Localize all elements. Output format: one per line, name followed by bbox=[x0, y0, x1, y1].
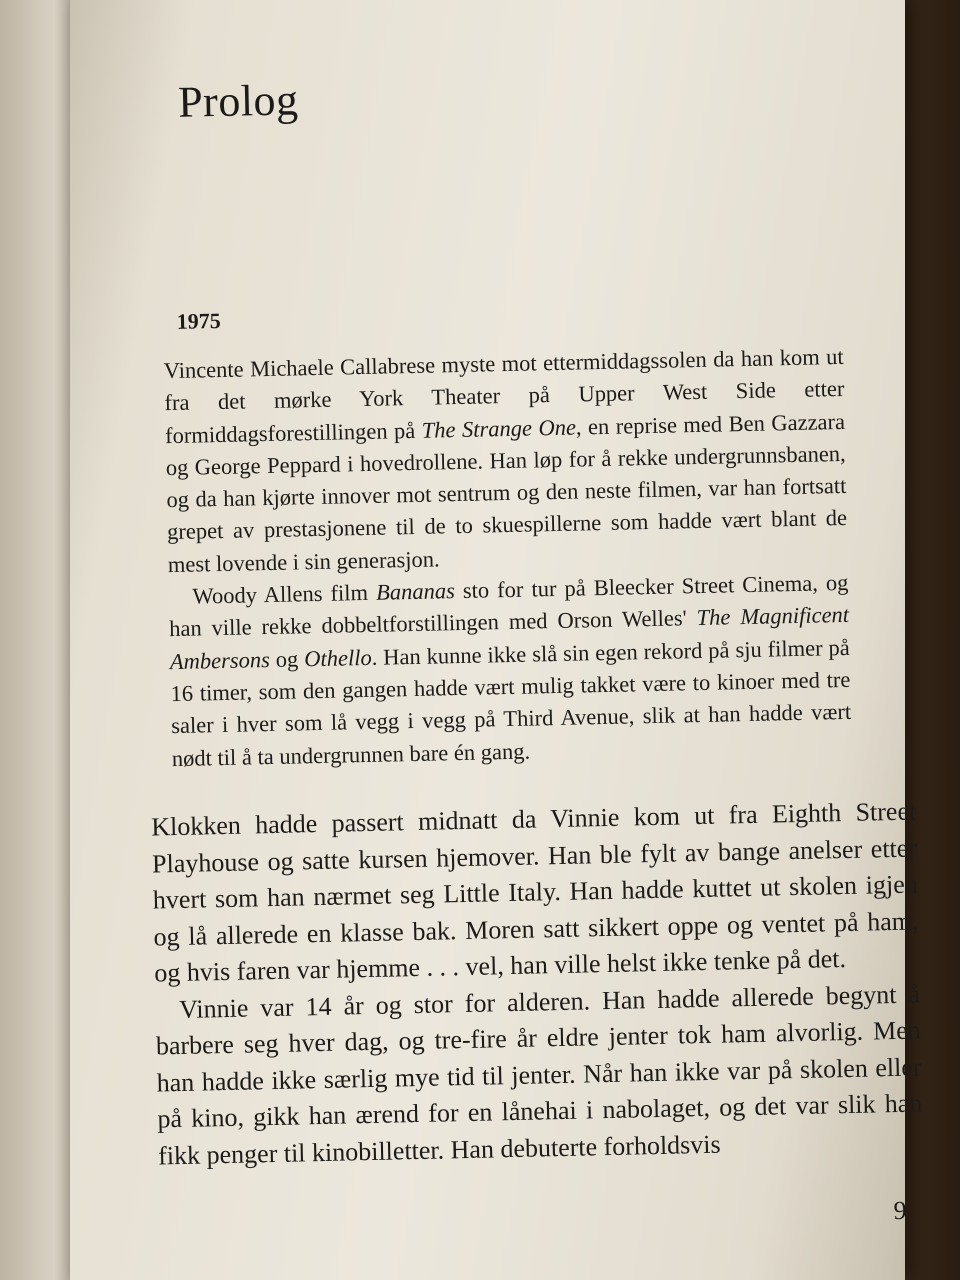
text-run: Vincente Michaele Callabrese myste mot ettermiddagssolen da han kom ut fra det mørke York Theater på Upper West Side etter formiddagsforestillingen på bbox=[163, 343, 845, 448]
chapter-title: Prolog bbox=[177, 75, 300, 127]
year-heading: 1975 bbox=[176, 307, 221, 334]
text-run: sto for tur på Bleecker Street Cinema, og han ville rekke dobbeltforstillingen med Orson Welles' bbox=[168, 569, 849, 642]
text-run: . Han kunne ikke slå sin egen rekord på sju filmer på 16 timer, som den gangen hadde vært mulig takket være to kinoer med tre saler i hver som lå vegg i vegg på Third Avenue, slik at han hadde vært nødt til å ta undergrunnen bare én gang. bbox=[170, 634, 852, 771]
film-title: The Magnificent Ambersons bbox=[169, 602, 850, 674]
section-1 bbox=[163, 341, 852, 775]
text-run: og bbox=[269, 645, 305, 672]
paragraph: Klokken hadde passert midnatt da Vinnie kom ut fra Eighth Street Playhouse og satte kursen hjemover. Han ble fylt av bange anelser etter hvert som han nærmet seg Little Italy. Han hadde kuttet ut skolen igjen og lå allerede en klasse bak. Moren satt sikkert oppe og ventet på ham, og hvis faren var hjemme . . . vel, han ville helst ikke tenke på det. bbox=[151, 796, 919, 988]
film-title: Bananas bbox=[375, 578, 456, 605]
page-number: 9 bbox=[893, 1195, 907, 1226]
paragraph bbox=[163, 341, 848, 581]
text-run: Woody Allens film bbox=[192, 579, 377, 609]
paragraph bbox=[168, 567, 852, 775]
section-2 bbox=[151, 794, 923, 1175]
paragraph: Vinnie var 14 år og stor for alderen. Han hadde allerede begynt å barbere seg hver dag, og tre-fire år eldre jenter tok ham alvorlig. Men han hadde ikke særlig mye tid til jenter. Når han ikke var på skolen eller på kino, gikk han ærend for en lånehai i nabolaget, og det var slik han fikk penger til kinobilletter. Han debuterte forholdsvis bbox=[155, 978, 923, 1170]
film-title: Othello bbox=[303, 644, 372, 671]
page-content bbox=[120, 0, 922, 1280]
book-page bbox=[70, 0, 923, 1280]
film-title: The Strange One bbox=[421, 414, 577, 443]
text-run: , en reprise med Ben Gazzara og George Peppard i hovedrollene. Han løp for å rekke undergrunnsbanen, og da han kjørte innover mot sentrum og den neste filmen, var han fortsatt grepet av prestasjonene til de to skuespillerne som hadde vært blant de mest lovende i sin generasjon. bbox=[165, 408, 848, 577]
